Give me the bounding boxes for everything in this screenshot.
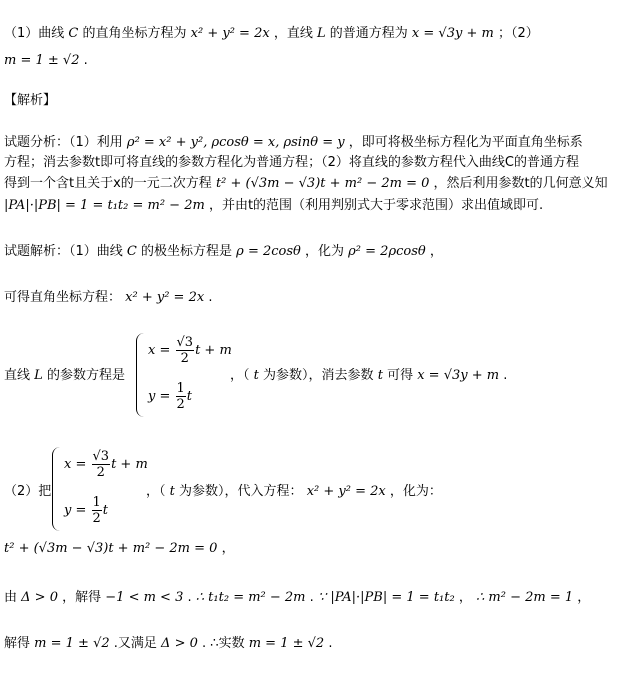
math-expression: ρ² = 2ρcosθ (348, 244, 426, 259)
solution-line-5 (4, 541, 235, 557)
denominator: 2 (92, 511, 101, 526)
system-row-y (148, 381, 192, 412)
text: （1）曲线 (4, 26, 65, 41)
text: ∴实数 (210, 636, 245, 651)
text: ， (458, 590, 472, 605)
text: . (187, 590, 192, 605)
text: （2）把 (4, 484, 52, 499)
math-expression: x = (148, 343, 171, 358)
math-var: C (126, 244, 137, 259)
text: ；（2） (497, 26, 539, 41)
text: . (208, 290, 213, 305)
text: 得到一个含t且关于x的一元二次方程 (4, 176, 212, 191)
analysis-line-4 (4, 198, 543, 214)
analysis-line-2: 方程；消去参数t即可将直线的参数方程化为普通方程；（2）将直线的参数方程代入曲线C的普通方程 (4, 155, 579, 170)
text: 由 (4, 590, 18, 605)
math-var: t (169, 484, 175, 499)
math-var: t (377, 368, 383, 383)
fraction (176, 381, 186, 412)
text: ， (577, 590, 591, 605)
fraction (92, 449, 111, 480)
denominator: 2 (96, 465, 105, 480)
text: ，（ (230, 368, 250, 383)
text: 为参数），消去参数 (263, 368, 374, 383)
math-expression: m = 1 ± √2 (4, 53, 80, 68)
answer-line-1 (4, 26, 539, 42)
text: 的参数方程是 (46, 368, 125, 383)
math-expression: |PA|·|PB| = 1 = t₁t₂ = m² − 2m (4, 198, 205, 213)
math-expression: Δ > 0 (161, 636, 198, 651)
brace (136, 333, 145, 417)
solution-line-1 (4, 244, 443, 260)
numerator: 1 (176, 381, 185, 396)
text: ，即可将极坐标方程化为平面直角坐标系 (348, 135, 583, 150)
text: 试题解析：（1）曲线 (4, 244, 123, 259)
system-row-x (64, 449, 148, 480)
numerator: √3 (176, 335, 194, 350)
parametric-system-2 (52, 447, 152, 531)
math-expression: t (186, 389, 193, 404)
analysis-line-3 (4, 176, 608, 192)
numerator: √3 (92, 449, 110, 464)
solution-line-4-text (4, 484, 51, 500)
solution-line-3-text (4, 368, 125, 384)
numerator: 1 (92, 495, 101, 510)
math-expression: x = √3y + m (417, 368, 500, 383)
text: ，解得 (62, 590, 102, 605)
text: . (503, 368, 508, 383)
math-var: L (34, 368, 43, 383)
text: ，（ (146, 484, 166, 499)
math-expression: x² + y² = 2x (306, 484, 386, 499)
text: . (202, 636, 207, 651)
math-expression: y = (148, 389, 171, 404)
text: ，化为： (389, 484, 442, 499)
math-expression: x = √3y + m (411, 26, 494, 41)
system-row-x (148, 335, 232, 366)
fraction (176, 335, 195, 366)
math-expression: −1 < m < 3 (105, 590, 184, 605)
solution-line-7 (4, 636, 332, 652)
text: 试题分析：（1）利用 (4, 135, 123, 150)
text: ，化为 (305, 244, 345, 259)
math-expression: ρ = 2cosθ (236, 244, 301, 259)
text: 为参数），代入方程： (179, 484, 303, 499)
text: . (309, 590, 314, 605)
text: ，并由t的范围（利用判别式大于零求范围）求出值域即可. (208, 198, 544, 213)
parametric-system-1 (136, 333, 236, 417)
math-expression: Δ > 0 (21, 590, 58, 605)
math-expression: x² + y² = 2x (125, 290, 205, 305)
math-expression: x = (64, 457, 87, 472)
system-row-y (64, 495, 108, 526)
math-var: t (253, 368, 259, 383)
math-expression: t (102, 503, 109, 518)
math-expression: ρ² = x² + y², ρcosθ = x, ρsinθ = y (126, 135, 345, 150)
text: 的极坐标方程是 (141, 244, 233, 259)
text: 的普通方程为 (329, 26, 408, 41)
math-var: L (316, 26, 326, 41)
math-expression: ∴ t₁t₂ = m² − 2m (195, 590, 306, 605)
fraction (92, 495, 102, 526)
math-expression: x² + y² = 2x (190, 26, 270, 41)
solution-line-3-rest (230, 368, 507, 384)
answer-line-2 (4, 53, 88, 69)
denominator: 2 (176, 397, 185, 412)
solution-line-2 (4, 290, 212, 306)
text: ，直线 (273, 26, 313, 41)
math-expression: y = (64, 503, 87, 518)
math-expression: t + m (111, 457, 148, 472)
analysis-heading: 【解析】 (4, 93, 57, 108)
text: ， (221, 541, 235, 556)
text: 解得 (4, 636, 31, 651)
text: 直线 (4, 368, 31, 383)
math-expression: ∴ m² − 2m = 1 (476, 590, 574, 605)
math-expression: ∵ |PA|·|PB| = 1 = t₁t₂ (317, 590, 455, 605)
math-expression: m = 1 ± √2 (248, 636, 325, 651)
math-expression: t² + (√3m − √3)t + m² − 2m = 0 (215, 176, 430, 191)
text: 可得直角坐标方程： (4, 290, 122, 305)
math-expression: t² + (√3m − √3)t + m² − 2m = 0 (4, 541, 218, 556)
text: 的直角坐标方程为 (82, 26, 187, 41)
math-var: C (68, 26, 79, 41)
analysis-line-1 (4, 135, 583, 151)
text: . (83, 53, 88, 68)
math-expression: t + m (195, 343, 232, 358)
text: .又满足 (113, 636, 157, 651)
text: ， (429, 244, 443, 259)
text: 可得 (387, 368, 414, 383)
denominator: 2 (180, 351, 189, 366)
brace (52, 447, 61, 531)
text: . (328, 636, 333, 651)
solution-line-4-rest (146, 484, 442, 500)
text: ，然后利用参数t的几何意义知 (433, 176, 608, 191)
solution-line-6 (4, 590, 590, 606)
math-expression: m = 1 ± √2 (34, 636, 110, 651)
